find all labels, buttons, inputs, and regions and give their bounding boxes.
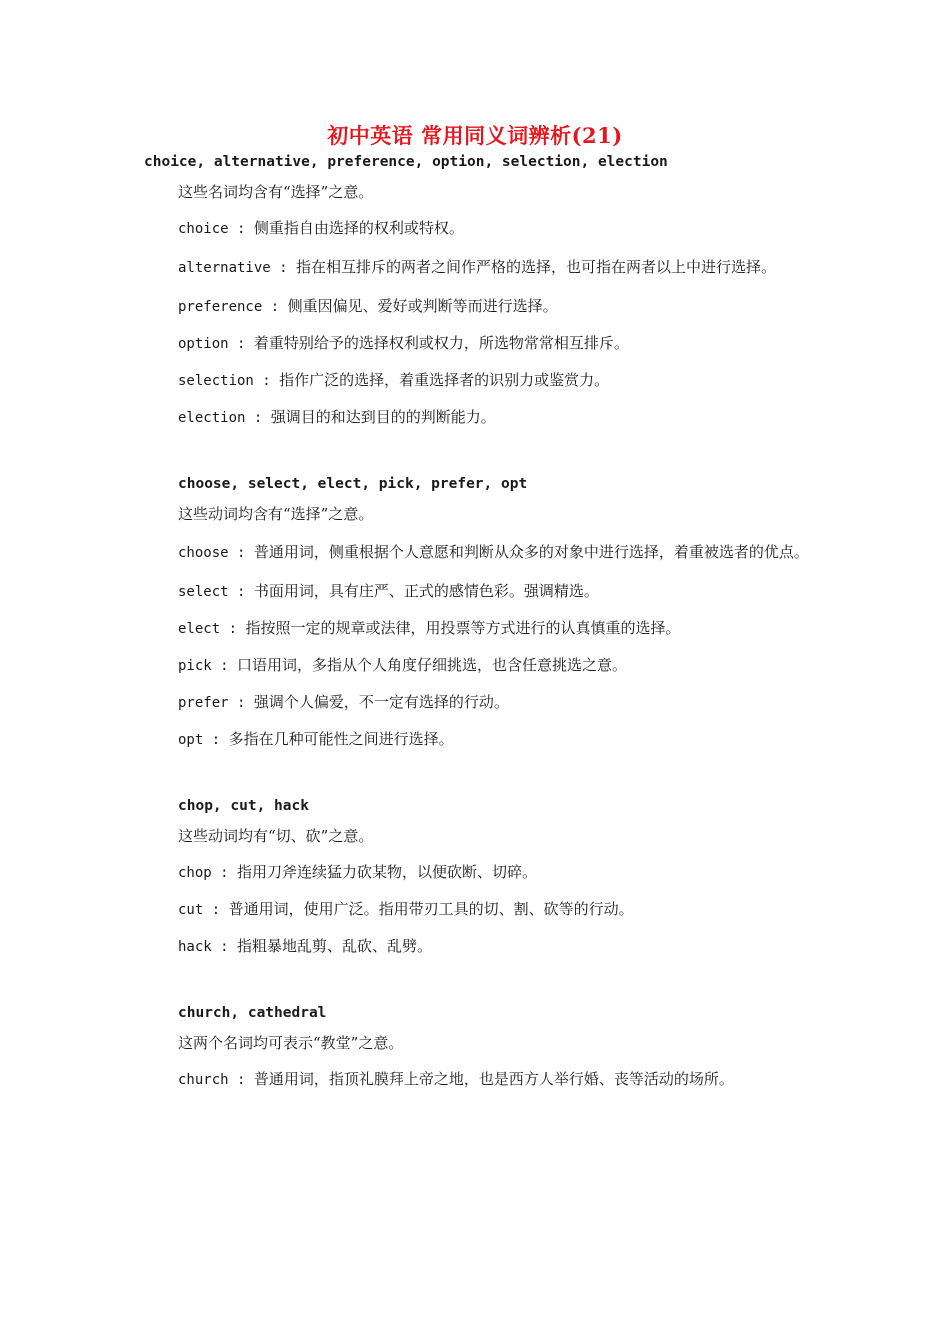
entry	[178, 891, 810, 928]
entry-text: 口语用词，多指从个人角度仔细挑选，也含任意挑选之意。	[237, 656, 628, 674]
entry-separator: :	[228, 336, 254, 352]
entry-separator: :	[245, 410, 271, 426]
entry-term: opt	[178, 732, 204, 748]
entry	[178, 288, 810, 325]
entry-term: election	[178, 410, 246, 426]
entry-term: preference	[178, 299, 263, 315]
entry	[178, 854, 810, 891]
entry	[178, 647, 810, 684]
entry-separator: :	[228, 545, 254, 561]
entry-separator: :	[203, 732, 229, 748]
entry-separator: :	[211, 939, 238, 955]
entry-term: selection	[178, 373, 254, 389]
entry-term: prefer	[178, 695, 229, 711]
document-body	[144, 150, 810, 1098]
entry	[178, 928, 810, 965]
entry-text: 侧重指自由选择的权利或特权。	[253, 219, 464, 237]
entry	[144, 532, 810, 573]
entry-term: cut	[178, 902, 204, 918]
entry-separator: :	[228, 1072, 254, 1088]
entry-separator: :	[228, 695, 254, 711]
entry-text: 侧重因偏见、爱好或判断等而进行选择。	[287, 297, 558, 315]
entry	[178, 399, 810, 436]
section-heading: chop, cut, hack	[178, 798, 309, 814]
entry-term: option	[178, 336, 229, 352]
entry	[178, 1061, 810, 1098]
section-spacer	[144, 758, 810, 794]
entry	[178, 573, 810, 610]
entry-separator: :	[211, 658, 238, 674]
entry-term: hack	[178, 939, 212, 955]
entry	[178, 610, 810, 647]
entry-text: 着重特别给予的选择权利或权力，所选物常常相互排斥。	[253, 334, 629, 352]
entry	[178, 721, 810, 758]
entry-separator: :	[203, 902, 229, 918]
entry-term: pick	[178, 658, 212, 674]
entry-text: 普通用词，使用广泛。指用带刃工具的切、割、砍等的行动。	[228, 900, 634, 918]
entry-term: select	[178, 584, 229, 600]
section-intro: 这两个名词均可表示“教堂”之意。	[178, 1034, 404, 1052]
entry-term: chop	[178, 865, 212, 881]
entry-separator: :	[262, 299, 288, 315]
entry-separator: :	[228, 221, 254, 237]
entry	[178, 362, 810, 399]
entry-separator: :	[211, 865, 238, 881]
entry-text: 普通用词，侧重根据个人意愿和判断从众多的对象中进行选择，着重被选者的优点。	[253, 543, 809, 561]
entry-text: 指按照一定的规章或法律，用投票等方式进行的认真慎重的选择。	[245, 619, 681, 637]
entry-separator: :	[220, 621, 246, 637]
section-heading: choice, alternative, preference, option, selection, election	[144, 154, 668, 170]
entry-term: elect	[178, 621, 221, 637]
section-intro: 这些动词均有“切、砍”之意。	[178, 827, 374, 845]
section-heading: church, cathedral	[178, 1005, 327, 1021]
entry-text: 强调目的和达到目的的判断能力。	[270, 408, 496, 426]
entry	[144, 247, 810, 288]
section-spacer	[144, 965, 810, 1001]
entry	[178, 684, 810, 721]
entry-text: 普通用词，指顶礼膜拜上帝之地，也是西方人举行婚、丧等活动的场所。	[253, 1070, 734, 1088]
section-intro: 这些动词均含有“选择”之意。	[178, 505, 374, 523]
entry-term: alternative	[178, 260, 271, 276]
entry	[178, 210, 810, 247]
section-spacer	[144, 436, 810, 472]
entry-term: church	[178, 1072, 229, 1088]
entry-text: 多指在几种可能性之间进行选择。	[228, 730, 454, 748]
entry	[178, 325, 810, 362]
entry-text: 指在相互排斥的两者之间作严格的选择，也可指在两者以上中进行选择。	[296, 258, 777, 276]
section-heading: choose, select, elect, pick, prefer, opt	[178, 476, 528, 492]
entry-separator: :	[228, 584, 254, 600]
entry-term: choose	[178, 545, 229, 561]
entry-text: 强调个人偏爱，不一定有选择的行动。	[253, 693, 509, 711]
entry-text: 指粗暴地乱剪、乱砍、乱劈。	[237, 937, 433, 955]
entry-term: choice	[178, 221, 229, 237]
entry-separator: :	[253, 373, 280, 389]
entry-text: 指用刀斧连续猛力砍某物，以便砍断、切碎。	[237, 863, 538, 881]
entry-text: 指作广泛的选择，着重选择者的识别力或鉴赏力。	[279, 371, 610, 389]
section-intro: 这些名词均含有“选择”之意。	[178, 183, 374, 201]
entry-text: 书面用词，具有庄严、正式的感情色彩。强调精选。	[253, 582, 599, 600]
entry-separator: :	[270, 260, 297, 276]
document-title: 初中英语 常用同义词辨析(21)	[327, 123, 623, 148]
